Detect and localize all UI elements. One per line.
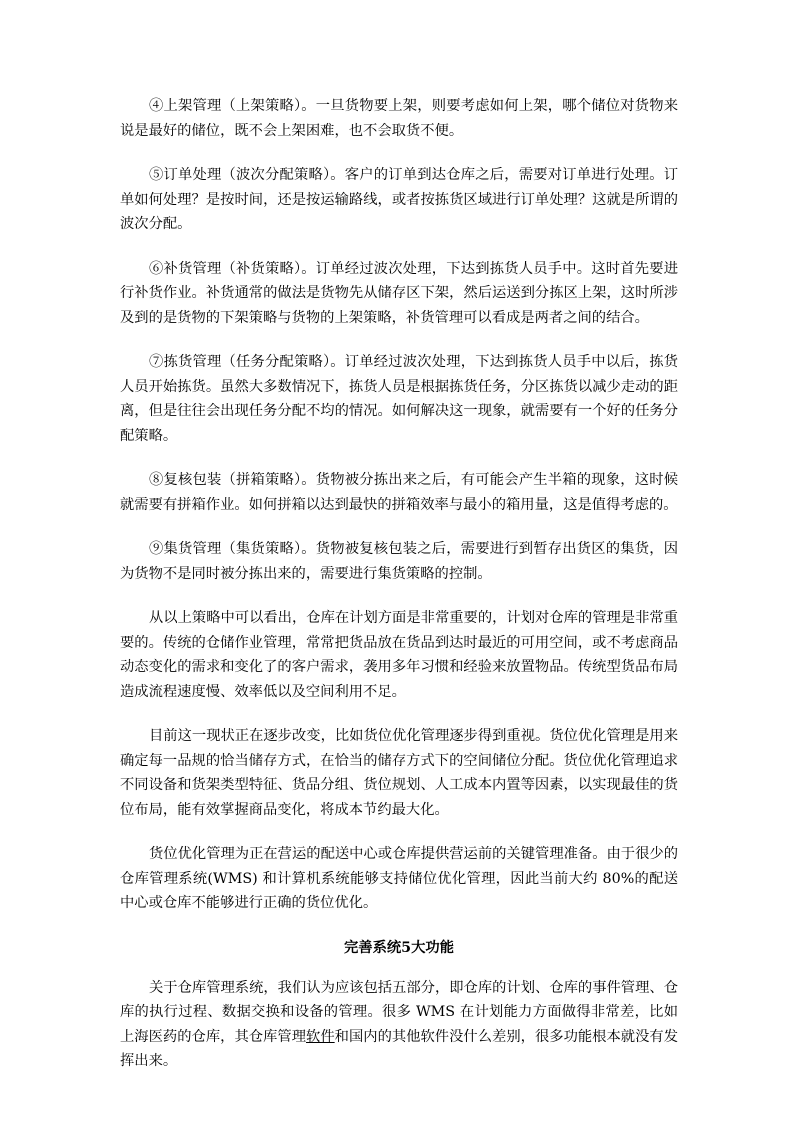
- paragraph-order-processing: ⑤订单处理（波次分配策略）。客户的订单到达仓库之后，需要对订单进行处理。订单如何处理？是按时间，还是按运输路线，或者按拣货区域进行订单处理？这就是所谓的波次分配。: [120, 167, 678, 232]
- software-link[interactable]: 软件: [306, 1028, 335, 1045]
- paragraph-wms-overview: [120, 976, 678, 1074]
- paragraph-replenishment: ⑥补货管理（补货策略）。订单经过波次处理，下达到拣货人员手中。这时首先要进行补货作业。补货通常的做法是货物先从储存区下架，然后运送到分拣区上架，这时所涉及到的是货物的下架策略与货物的上架策略，补货管理可以看成是两者之间的结合。: [120, 260, 678, 326]
- paragraph-slotting-preparation: 货位优化管理为正在营运的配送中心或仓库提供营运前的关键管理准备。由于很少的仓库管理系统(WMS) 和计算机系统能够支持储位优化管理，因此当前大约 80%的配送中心或仓库不能够进行正确的货位优化。: [120, 846, 678, 911]
- paragraph-text-start: 关于仓库管理系统，我们认为应该包括五部分，即仓库的计划、仓库的事件管理、仓库的执行过程、数据交换和设备的管理。很多 WMS 在计划能力方面做得非常差，比如上海医药的仓库，其仓库管理: [120, 979, 678, 1045]
- paragraph-slotting-optimization: 目前这一现状正在逐步改变，比如货位优化管理逐步得到重视。货位优化管理是用来确定每一品规的恰当储存方式，在恰当的储存方式下的空间储位分配。货位优化管理追求不同设备和货架类型特征、货品分组、货位规划、人工成本内置等因素，以实现最佳的货位布局，能有效掌握商品变化，将成本节约最大化。: [120, 728, 678, 818]
- paragraph-consolidation: ⑨集货管理（集货策略）。货物被复核包装之后，需要进行到暂存出货区的集货，因为货物不是同时被分拣出来的，需要进行集货策略的控制。: [120, 541, 678, 582]
- paragraph-review-packing: ⑧复核包装（拼箱策略）。货物被分拣出来之后，有可能会产生半箱的现象，这时候就需要有拼箱作业。如何拼箱以达到最快的拼箱效率与最小的箱用量，这是值得考虑的。: [120, 472, 678, 513]
- document-body: [120, 94, 678, 1094]
- paragraph-planning-importance: 从以上策略中可以看出，仓库在计划方面是非常重要的，计划对仓库的管理是非常重要的。传统的仓储作业管理，常常把货品放在货品到达时最近的可用空间，或不考虑商品动态变化的需求和变化了的客户需求，袭用多年习惯和经验来放置物品。传统型货品布局造成流程速度慢、效率低以及空间利用不足。: [120, 610, 678, 700]
- paragraph-shelving-management: ④上架管理（上架策略）。一旦货物要上架，则要考虑如何上架，哪个储位对货物来说是最好的储位，既不会上架困难，也不会取货不便。: [120, 98, 678, 139]
- paragraph-picking-management: ⑦拣货管理（任务分配策略）。订单经过波次处理，下达到拣货人员手中以后，拣货人员开始拣货。虽然大多数情况下，拣货人员是根据拣货任务，分区拣货以减少走动的距离，但是往往会出现任务分配不均的情况。如何解决这一现象，就需要有一个好的任务分配策略。: [120, 354, 678, 444]
- section-heading: 完善系统5大功能: [343, 939, 455, 956]
- paragraph-text-end: 和国内的其他软件没什么差别，很多功能根本就没有发挥出来。: [120, 1028, 679, 1069]
